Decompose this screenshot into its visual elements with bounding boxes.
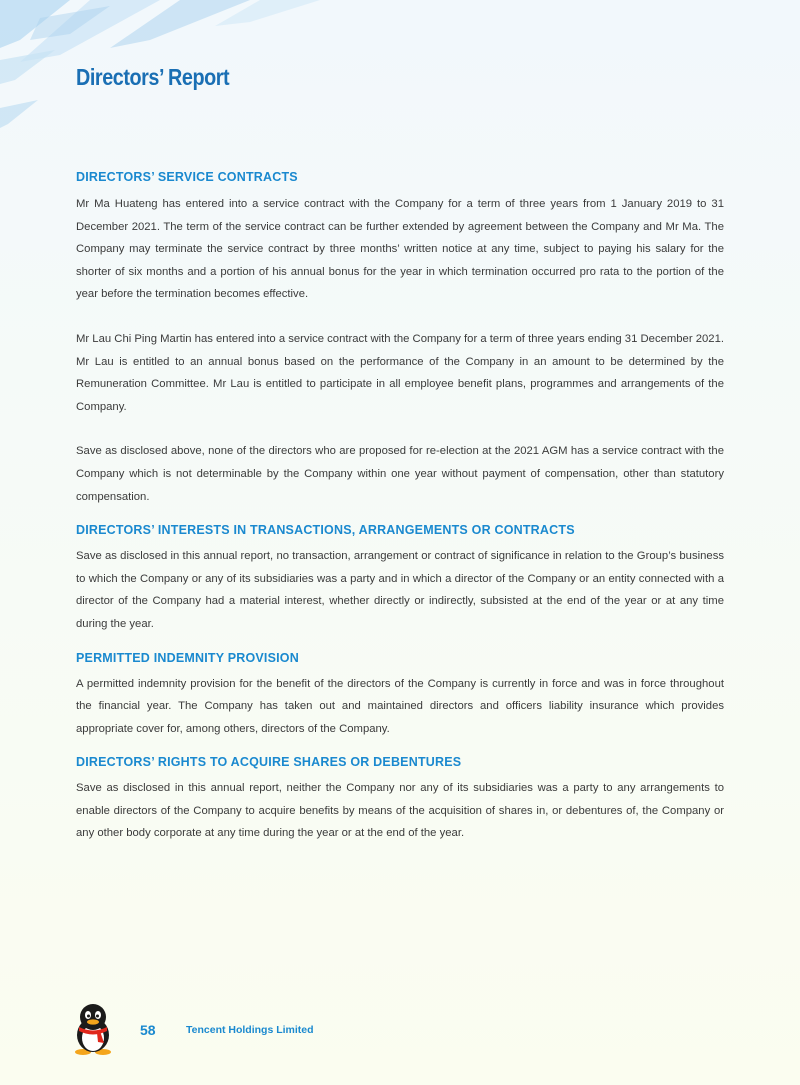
section-service-contracts [76,170,724,508]
paragraph: Mr Lau Chi Ping Martin has entered into a service contract with the Company for a term of three years ending 31 December 2021. Mr Lau is entitled to an annual bonus based on the performance of the Company in an amount to be determined by the Remuneration Committee. Mr Lau is entitled to participate in all employee benefit plans, programmes and arrangements of the Company. [76,332,725,413]
page-number: 58 [140,1022,156,1038]
page-title: Directors’ Report [76,64,230,90]
section-indemnity-provision [76,651,724,741]
section-interests-in-transactions [76,523,724,635]
section-heading: DIRECTORS’ INTERESTS IN TRANSACTIONS, ARRANGEMENTS OR CONTRACTS [76,523,575,538]
paragraph: Save as disclosed above, none of the directors who are proposed for re-election at the 2021 AGM has a service contract with the Company which is not determinable by the Company within one year without payment of compensation, other than statutory compensation. [76,445,724,503]
paragraph: Mr Ma Huateng has entered into a service contract with the Company for a term of three years from 1 January 2019 to 31 December 2021. The term of the service contract can be further extended by agreement between the Company and Mr Ma. The Company may terminate the service contract by three months’ written notice at any time, subject to paying his salary for the shorter of six months and a portion of his annual bonus for the year in which termination occurred pro rata to the portion of the year before the termination becomes effective. [76,198,724,301]
section-heading: DIRECTORS’ RIGHTS TO ACQUIRE SHARES OR DEBENTURES [76,755,462,770]
penguin-icon [70,1003,116,1055]
section-heading: DIRECTORS’ SERVICE CONTRACTS [76,170,298,184]
paragraph: Save as disclosed in this annual report, no transaction, arrangement or contract of significance in relation to the Group’s business to which the Company or any of its subsidiaries was a party and in which a director of the Company or an entity connected with a director of the Company had a material interest, whether directly or indirectly, subsisted at the end of the year or at any time during the year. [76,550,724,630]
paragraph: Save as disclosed in this annual report, neither the Company nor any of its subsidiaries was a party to any arrangements to enable directors of the Company to acquire benefits by means of the acquisition of shares in, or debentures of, the Company or any other body corporate at any time during the year or at the end of the year. [76,782,724,840]
company-name: Tencent Holdings Limited [186,1024,314,1036]
paragraph: A permitted indemnity provision for the benefit of the directors of the Company is currently in force and was in force throughout the financial year. The Company has taken out and maintained directors and officers liability insurance which provides appropriate cover for, among others, directors of the Company. [76,677,724,735]
section-heading: PERMITTED INDEMNITY PROVISION [76,650,299,665]
page-footer [70,1003,370,1055]
section-rights-to-acquire-shares [76,755,724,845]
report-content [76,170,724,845]
